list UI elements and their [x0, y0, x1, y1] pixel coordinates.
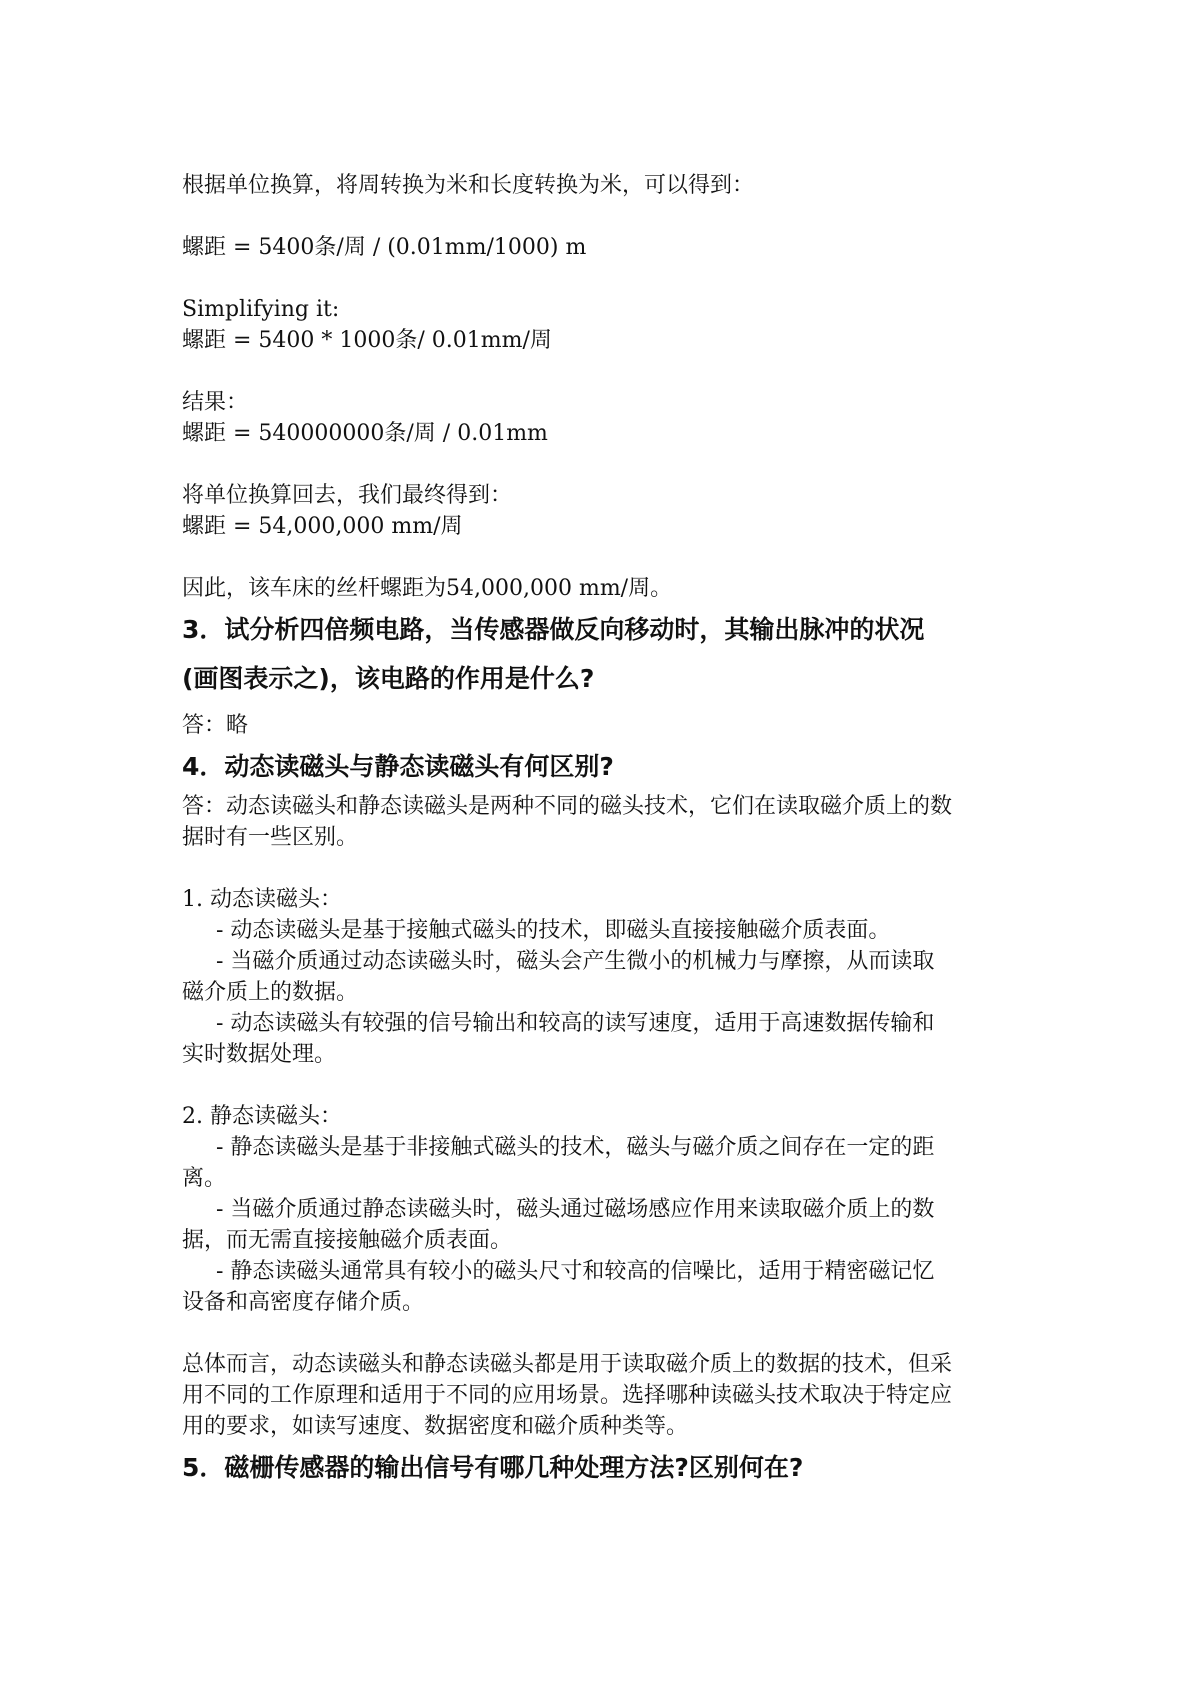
- formula-line: 螺距 = 540000000条/周 / 0.01mm: [182, 421, 548, 446]
- section-1-bullet: - 动态读磁头有较强的信号输出和较高的读写速度，适用于高速数据传输和: [216, 1011, 935, 1036]
- section-1-bullet-cont: 磁介质上的数据。: [182, 980, 359, 1005]
- section-2-bullet: - 静态读磁头是基于非接触式磁头的技术，磁头与磁介质之间存在一定的距: [216, 1135, 935, 1160]
- section-2-bullet-cont: 设备和高密度存储介质。: [182, 1290, 425, 1315]
- question-4-intro: 据时有一些区别。: [182, 825, 359, 850]
- section-2-heading: 2. 静态读磁头：: [182, 1104, 342, 1129]
- question-3-title: 3．试分析四倍频电路，当传感器做反向移动时，其输出脉冲的状况: [182, 615, 925, 644]
- section-1-bullet: - 当磁介质通过动态读磁头时，磁头会产生微小的机械力与摩擦，从而读取: [216, 949, 935, 974]
- formula-line: 螺距 = 5400条/周 / (0.01mm/1000) m: [182, 235, 587, 260]
- section-2-bullet-cont: 据，而无需直接接触磁介质表面。: [182, 1228, 513, 1253]
- question-4-title: 4．动态读磁头与静态读磁头有何区别?: [182, 752, 614, 781]
- summary-line: 用不同的工作原理和适用于不同的应用场景。选择哪种读磁头技术取决于特定应: [182, 1383, 953, 1408]
- question-5-title: 5．磁栅传感器的输出信号有哪几种处理方法?区别何在?: [182, 1453, 804, 1482]
- summary-line: 用的要求，如读写速度、数据密度和磁介质种类等。: [182, 1414, 689, 1439]
- text-line: 根据单位换算，将周转换为米和长度转换为米，可以得到：: [182, 173, 755, 198]
- question-3-title-cont: (画图表示之)，该电路的作用是什么?: [182, 664, 595, 693]
- section-2-bullet: - 静态读磁头通常具有较小的磁头尺寸和较高的信噪比，适用于精密磁记忆: [216, 1259, 935, 1284]
- document-page: [182, 170, 1012, 1486]
- text-line: Simplifying it:: [182, 297, 340, 322]
- formula-line: 螺距 = 5400 * 1000条/ 0.01mm/周: [182, 328, 552, 353]
- text-line: 将单位换算回去，我们最终得到：: [182, 483, 513, 508]
- section-1-bullet: - 动态读磁头是基于接触式磁头的技术，即磁头直接接触磁介质表面。: [216, 918, 891, 943]
- section-1-bullet-cont: 实时数据处理。: [182, 1042, 337, 1067]
- conclusion-line: 因此，该车床的丝杆螺距为54,000,000 mm/周。: [182, 576, 673, 601]
- question-4-intro: 答：动态读磁头和静态读磁头是两种不同的磁头技术，它们在读取磁介质上的数: [182, 794, 953, 819]
- summary-line: 总体而言，动态读磁头和静态读磁头都是用于读取磁介质上的数据的技术，但采: [182, 1352, 953, 1377]
- text-line: 结果：: [182, 390, 249, 415]
- question-3-answer: 答：略: [182, 713, 249, 738]
- section-1-heading: 1. 动态读磁头：: [182, 887, 342, 912]
- section-2-bullet: - 当磁介质通过静态读磁头时，磁头通过磁场感应作用来读取磁介质上的数: [216, 1197, 935, 1222]
- formula-line: 螺距 = 54,000,000 mm/周: [182, 514, 463, 539]
- section-2-bullet-cont: 离。: [182, 1166, 227, 1191]
